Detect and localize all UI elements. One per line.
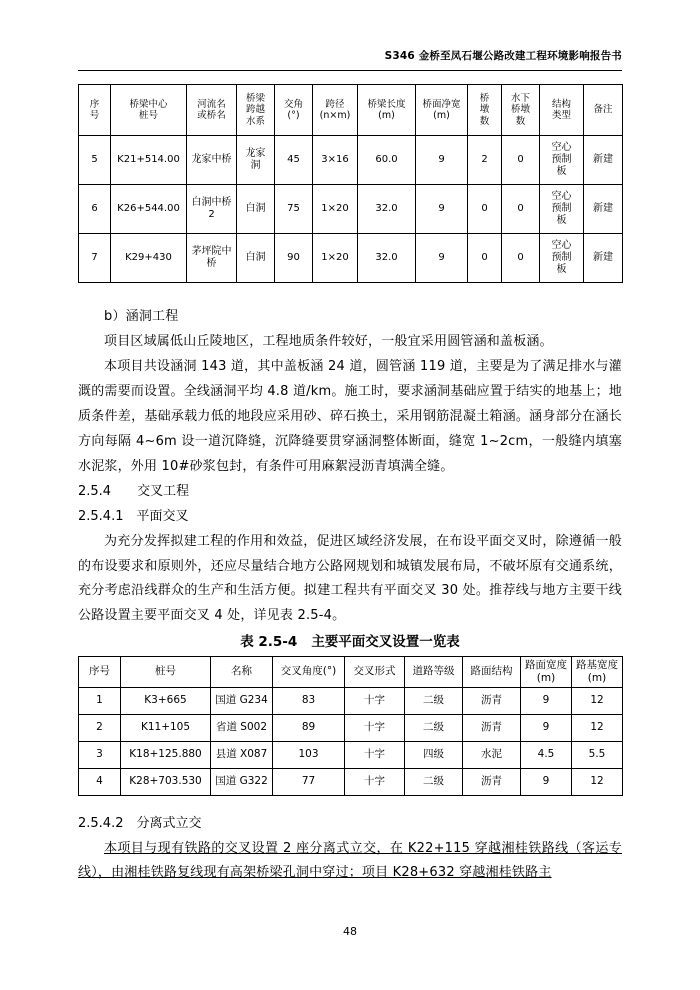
- cell-span: 1×20: [313, 185, 358, 234]
- bridge-table: [78, 84, 623, 283]
- cell-angle: 90: [275, 234, 313, 283]
- cell-pavement: 沥青: [463, 768, 521, 795]
- cross-col-road-class: 道路等级: [405, 657, 463, 687]
- paragraph-culvert-detail: 本项目共设涵洞 143 道，其中盖板涵 24 道，圆管涵 119 道，主要是为了满足排水与灌溉的需要而设置。全线涵洞平均 4.8 道/km。施工时，要求涵洞基础应置于结实的地基上；地质条件差，基础承载力低的地段应采用砂、碎石换土，采用钢筋混凝土箱涵。涵身部分在涵长方向每隔 4~6m 设一道沉降缝，沉降缝要贯穿涵洞整体断面，缝宽 1~2cm，一般缝内填塞水泥浆，外用 10#砂浆包封，有条件可用麻絮浸沥青填满全缝。: [78, 358, 622, 474]
- cell-remark: 新建: [584, 234, 623, 283]
- cell-road-class: 二级: [405, 687, 463, 714]
- paragraph-at-grade-crossing: 为充分发挥拟建工程的作用和效益，促进区域经济发展，在布设平面交叉时，除遵循一般的布设要求和原则外，还应尽量结合地方公路网规划和城镇发展布局，不破坏原有交通系统，充分考虑沿线群众的生产和生活方便。拟建工程共有平面交叉 30 处。推荐线与地方主要干线公路设置主要平面交叉 4 处，详见表 2.5-4。: [78, 533, 622, 624]
- cell-width: 9: [416, 185, 468, 234]
- cell-no: 1: [79, 687, 121, 714]
- cross-table-caption: [78, 629, 622, 656]
- paragraph-grade-separation: 本项目与现有铁路的交叉设置 2 座分离式立交，在 K22+115 穿越湘桂铁路线（客运专线），由湘桂铁路复线现有高架桥梁孔洞中穿过；项目 K28+632 穿越湘桂铁路主: [78, 840, 622, 881]
- cell-road-class: 四级: [405, 741, 463, 768]
- cell-length: 32.0: [358, 185, 416, 234]
- cell-remark: 新建: [584, 185, 623, 234]
- cell-subgrade-width: 12: [572, 714, 623, 741]
- cell-pavement-width: 9: [521, 768, 572, 795]
- cross-col-name: 名称: [211, 657, 273, 687]
- cell-form: 十字: [345, 714, 405, 741]
- table-row: [79, 234, 623, 283]
- caption-text: 主要平面交叉设置一览表: [311, 634, 460, 651]
- cell-structure: 空心 预制 板: [540, 136, 584, 185]
- bridge-col-remark: 备注: [584, 85, 623, 136]
- culvert-heading: b）涵洞工程: [104, 309, 179, 324]
- cross-col-form: 交叉形式: [345, 657, 405, 687]
- cell-width: 9: [416, 234, 468, 283]
- cell-station: K11+105: [121, 714, 211, 741]
- cell-pavement: 水泥: [463, 741, 521, 768]
- cell-system: 白洞: [237, 234, 275, 283]
- cell-no: 2: [79, 714, 121, 741]
- cell-water-piers: 0: [502, 136, 540, 185]
- cross-col-no: 序号: [79, 657, 121, 687]
- cell-name: 国道 G322: [211, 768, 273, 795]
- cell-no: 5: [79, 136, 111, 185]
- cell-angle: 89: [273, 714, 345, 741]
- cell-river: 龙家中桥: [187, 136, 237, 185]
- cell-angle: 103: [273, 741, 345, 768]
- cell-station: K26+544.00: [111, 185, 187, 234]
- cell-subgrade-width: 5.5: [572, 741, 623, 768]
- paragraph-culvert-intro: 项目区域属低山丘陵地区，工程地质条件较好，一般宜采用圆管涵和盖板涵。: [104, 333, 553, 349]
- table-row: [79, 741, 623, 768]
- cell-pavement: 沥青: [463, 714, 521, 741]
- table-row: [79, 136, 623, 185]
- bridge-col-span: 跨径 (n×m): [313, 85, 358, 136]
- bridge-col-river: 河流名 或桥名: [187, 85, 237, 136]
- table-row: [79, 687, 623, 714]
- bridge-col-no: 序 号: [79, 85, 111, 136]
- section-heading-254: 2.5.4 交叉工程: [78, 483, 190, 499]
- bridge-col-station: 桥梁中心 桩号: [111, 85, 187, 136]
- cell-station: K28+703.530: [121, 768, 211, 795]
- spacer: [78, 796, 622, 812]
- section-heading-2542: 2.5.4.2 分离式立交: [78, 815, 202, 831]
- cell-name: 县道 X087: [211, 741, 273, 768]
- cell-river: 白洞中桥 2: [187, 185, 237, 234]
- cell-piers: 0: [468, 234, 502, 283]
- header-divider: [78, 70, 622, 71]
- page-number: 48: [343, 925, 357, 938]
- bridge-table-header-row: [79, 85, 623, 136]
- cell-width: 9: [416, 136, 468, 185]
- cell-no: 6: [79, 185, 111, 234]
- cell-angle: 77: [273, 768, 345, 795]
- cross-col-station: 桩号: [121, 657, 211, 687]
- cell-angle: 45: [275, 136, 313, 185]
- cell-angle: 75: [275, 185, 313, 234]
- cross-col-pavement-width: 路面宽度 (m): [521, 657, 572, 687]
- cell-system: 白洞: [237, 185, 275, 234]
- bridge-col-angle: 交角 (°): [275, 85, 313, 136]
- cell-station: K29+430: [111, 234, 187, 283]
- cell-station: K18+125.880: [121, 741, 211, 768]
- bridge-col-piers: 桥 墩 数: [468, 85, 502, 136]
- cell-water-piers: 0: [502, 234, 540, 283]
- cell-pavement: 沥青: [463, 687, 521, 714]
- cell-form: 十字: [345, 687, 405, 714]
- bridge-col-system: 桥梁 跨越 水系: [237, 85, 275, 136]
- cell-road-class: 二级: [405, 768, 463, 795]
- cell-station: K3+665: [121, 687, 211, 714]
- cell-system: 龙家 洞: [237, 136, 275, 185]
- cell-remark: 新建: [584, 136, 623, 185]
- cross-col-subgrade-width: 路基宽度 (m): [572, 657, 623, 687]
- caption-number: 表 2.5-4: [240, 634, 298, 651]
- bridge-col-structure: 结构 类型: [540, 85, 584, 136]
- cell-subgrade-width: 12: [572, 687, 623, 714]
- cell-no: 4: [79, 768, 121, 795]
- cell-structure: 空心 预制 板: [540, 185, 584, 234]
- section-heading-2541: 2.5.4.1 平面交叉: [78, 508, 189, 524]
- spacer: [78, 283, 622, 305]
- cell-subgrade-width: 12: [572, 768, 623, 795]
- cell-angle: 83: [273, 687, 345, 714]
- cell-length: 32.0: [358, 234, 416, 283]
- cross-col-angle: 交叉角度(°): [273, 657, 345, 687]
- cell-pavement-width: 9: [521, 714, 572, 741]
- crossing-table: [78, 656, 623, 795]
- cell-name: 省道 S002: [211, 714, 273, 741]
- cell-span: 3×16: [313, 136, 358, 185]
- cell-form: 十字: [345, 768, 405, 795]
- bridge-col-water-piers: 水下 桥墩 数: [502, 85, 540, 136]
- cell-pavement-width: 4.5: [521, 741, 572, 768]
- cell-water-piers: 0: [502, 185, 540, 234]
- page-content: [78, 84, 622, 886]
- cell-span: 1×20: [313, 234, 358, 283]
- cell-form: 十字: [345, 741, 405, 768]
- bridge-col-width: 桥面净宽 (m): [416, 85, 468, 136]
- table-row: [79, 768, 623, 795]
- cross-col-pavement: 路面结构: [463, 657, 521, 687]
- cell-road-class: 二级: [405, 714, 463, 741]
- table-row: [79, 714, 623, 741]
- cell-no: 3: [79, 741, 121, 768]
- cell-river: 茅坪院中 桥: [187, 234, 237, 283]
- cell-pavement-width: 9: [521, 687, 572, 714]
- page-header: S346 金桥至凤石堰公路改建工程环境影响报告书: [384, 50, 622, 62]
- cell-station: K21+514.00: [111, 136, 187, 185]
- cell-no: 7: [79, 234, 111, 283]
- crossing-table-header-row: [79, 657, 623, 687]
- bridge-col-length: 桥梁长度 (m): [358, 85, 416, 136]
- cell-piers: 2: [468, 136, 502, 185]
- cell-length: 60.0: [358, 136, 416, 185]
- cell-structure: 空心 预制 板: [540, 234, 584, 283]
- cell-piers: 0: [468, 185, 502, 234]
- table-row: [79, 185, 623, 234]
- cell-name: 国道 G234: [211, 687, 273, 714]
